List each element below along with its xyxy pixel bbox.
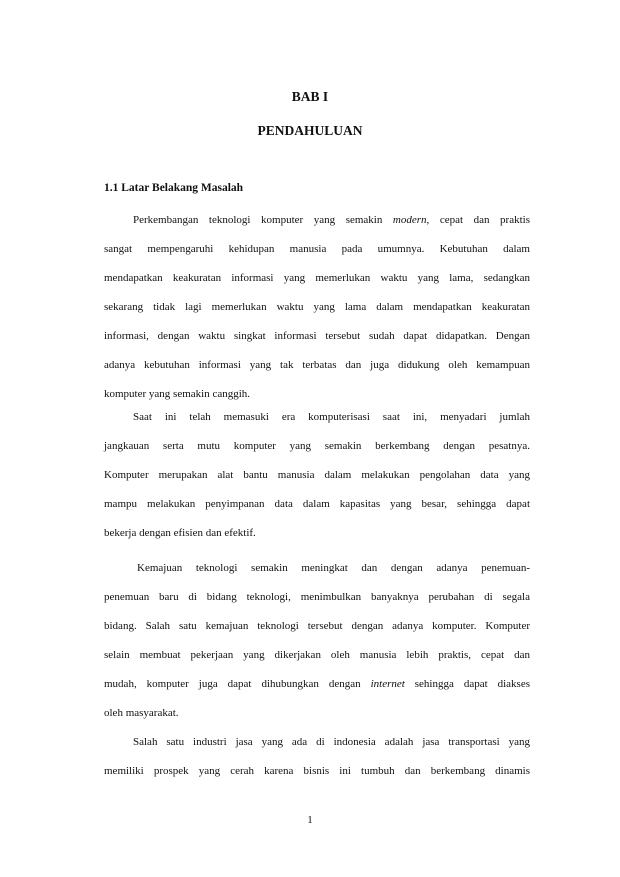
emphasis: modern xyxy=(392,214,427,226)
text-run: , cepat dan praktis xyxy=(426,214,530,226)
paragraph-line: memiliki prospek yang cerah karena bisnis ini tumbuh dan berkembang dinamis xyxy=(104,765,530,777)
paragraph-line: Salah satu industri jasa yang ada di indonesia adalah jasa transportasi yang xyxy=(133,736,530,748)
section-heading: 1.1 Latar Belakang Masalah xyxy=(104,182,244,194)
paragraph xyxy=(104,728,530,786)
chapter-number: BAB I xyxy=(291,89,329,104)
paragraph-line xyxy=(104,206,530,235)
page-number: 1 xyxy=(307,814,313,826)
paragraph-line: bekerja dengan efisien dan efektif. xyxy=(104,527,256,539)
paragraph-line: sangat mempengaruhi kehidupan manusia pada umumnya. Kebutuhan dalam xyxy=(104,243,530,255)
paragraph xyxy=(104,554,530,728)
paragraph-line: mendapatkan keakuratan informasi yang memerlukan waktu yang lama, sedangkan xyxy=(104,272,530,284)
text-run: Perkembangan teknologi komputer yang semakin xyxy=(133,214,393,226)
paragraph-line: Komputer merupakan alat bantu manusia dalam melakukan pengolahan data yang xyxy=(104,469,530,481)
paragraph-line: sekarang tidak lagi memerlukan waktu yang lama dalam mendapatkan keakuratan xyxy=(104,301,530,313)
paragraph-line xyxy=(104,670,530,699)
paragraph-line: Saat ini telah memasuki era komputerisasi saat ini, menyadari jumlah xyxy=(133,411,530,423)
paragraph-line: Kemajuan teknologi semakin meningkat dan dengan adanya penemuan- xyxy=(137,562,530,574)
paragraph-line: informasi, dengan waktu singkat informasi tersebut sudah dapat didapatkan. Dengan xyxy=(104,330,530,342)
paragraph-line: komputer yang semakin canggih. xyxy=(104,388,251,400)
paragraph-line: mampu melakukan penyimpanan data dalam kapasitas yang besar, sehingga dapat xyxy=(104,498,530,510)
text-run: sehingga dapat diakses xyxy=(404,678,531,690)
paragraph-line: adanya kebutuhan informasi yang tak terbatas dan juga didukung oleh kemampuan xyxy=(104,359,530,371)
text-run: mudah, komputer juga dapat dihubungkan dengan xyxy=(104,678,371,690)
emphasis: internet xyxy=(370,678,405,690)
paragraph-line: jangkauan serta mutu komputer yang semakin berkembang dengan pesatnya. xyxy=(104,440,530,452)
paragraph-line: bidang. Salah satu kemajuan teknologi tersebut dengan adanya komputer. Komputer xyxy=(104,620,530,632)
chapter-title: PENDAHULUAN xyxy=(257,123,363,138)
paragraph xyxy=(104,206,530,409)
paragraph-line: selain membuat pekerjaan yang dikerjakan oleh manusia lebih praktis, cepat dan xyxy=(104,649,530,661)
paragraph xyxy=(104,403,530,548)
paragraph-line: oleh masyarakat. xyxy=(104,707,179,719)
paragraph-line: penemuan baru di bidang teknologi, menimbulkan banyaknya perubahan di segala xyxy=(104,591,530,603)
